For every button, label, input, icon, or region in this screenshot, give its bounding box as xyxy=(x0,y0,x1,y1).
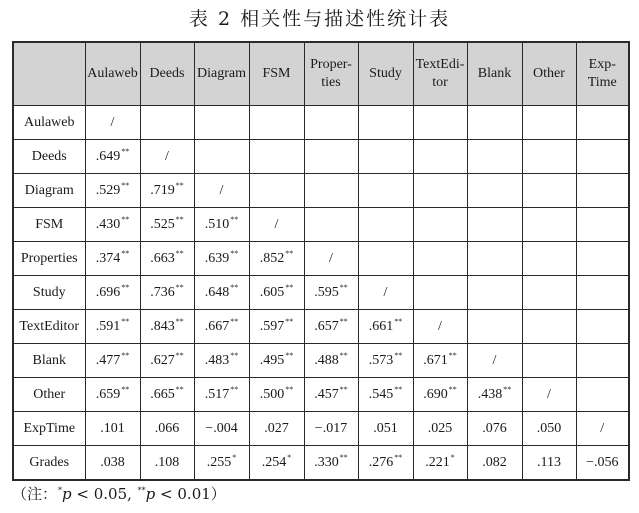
significance-mark: ** xyxy=(121,316,130,326)
table-cell xyxy=(194,140,249,174)
row-label: Deeds xyxy=(13,140,85,174)
cell-value: .665 xyxy=(150,386,175,402)
cell-value: .696 xyxy=(95,284,121,300)
table-cell xyxy=(249,276,304,310)
header-corner-cell xyxy=(13,42,85,106)
table-body xyxy=(13,106,629,481)
table-cell xyxy=(467,276,522,310)
cell-value: / xyxy=(547,386,551,402)
cell-value: .430 xyxy=(95,216,121,232)
cell-value: / xyxy=(438,318,442,334)
table-cell xyxy=(358,378,413,412)
table-cell xyxy=(467,310,522,344)
table-cell xyxy=(413,174,467,208)
column-header: Blank xyxy=(467,42,522,106)
table-cell xyxy=(140,106,194,140)
table-cell xyxy=(85,106,140,140)
table-cell xyxy=(249,412,304,446)
table-row xyxy=(13,106,629,140)
significance-mark: ** xyxy=(339,350,348,360)
table-cell xyxy=(140,310,194,344)
cell-value: .627 xyxy=(150,352,175,368)
table-cell xyxy=(358,242,413,276)
significance-mark: ** xyxy=(285,282,294,292)
significance-mark: ** xyxy=(230,282,239,292)
table-cell xyxy=(467,106,522,140)
table-cell xyxy=(413,344,467,378)
cell-value: .719 xyxy=(150,182,175,198)
table-cell xyxy=(304,276,358,310)
cell-value: / xyxy=(110,114,115,130)
table-cell xyxy=(467,174,522,208)
table-cell xyxy=(358,310,413,344)
table-cell xyxy=(249,446,304,481)
table-cell xyxy=(194,208,249,242)
row-label: TextEditor xyxy=(13,310,85,344)
table-cell xyxy=(304,208,358,242)
table-cell xyxy=(413,412,467,446)
cell-value: .066 xyxy=(154,420,180,436)
cell-value: / xyxy=(219,182,224,198)
cell-value: .529 xyxy=(95,182,121,198)
cell-value: .671 xyxy=(423,352,448,368)
significance-mark: ** xyxy=(121,180,130,190)
table-cell xyxy=(358,446,413,481)
table-cell xyxy=(522,446,576,481)
row-label: Blank xyxy=(13,344,85,378)
cell-value: / xyxy=(600,420,605,436)
row-label: Grades xyxy=(13,446,85,481)
significance-mark: ** xyxy=(339,316,348,326)
table-cell xyxy=(85,242,140,276)
cell-value: .661 xyxy=(368,318,394,334)
cell-value: .477 xyxy=(95,352,121,368)
table-caption: 表 2 相关性与描述性统计表 xyxy=(188,8,451,30)
table-cell xyxy=(467,140,522,174)
table-cell xyxy=(413,378,467,412)
cell-value: .025 xyxy=(427,420,453,436)
cell-value: .254 xyxy=(261,454,287,470)
significance-mark: * xyxy=(232,452,237,462)
note-threshold-2: < 0.01） xyxy=(155,485,226,503)
significance-mark: ** xyxy=(175,214,184,224)
table-cell xyxy=(413,446,467,481)
table-cell xyxy=(576,310,629,344)
table-row xyxy=(13,208,629,242)
significance-mark: ** xyxy=(285,248,294,258)
cell-value: .690 xyxy=(423,386,448,402)
table-row xyxy=(13,378,629,412)
significance-mark: ** xyxy=(121,214,130,224)
significance-mark: ** xyxy=(175,248,184,258)
significance-mark: ** xyxy=(448,350,457,360)
column-header: Study xyxy=(358,42,413,106)
table-cell xyxy=(467,242,522,276)
cell-value: .488 xyxy=(314,352,339,368)
table-cell xyxy=(304,174,358,208)
significance-mark: ** xyxy=(285,384,294,394)
cell-value: .438 xyxy=(477,386,503,402)
cell-value: / xyxy=(165,148,169,164)
table-cell xyxy=(576,276,629,310)
cell-value: .113 xyxy=(537,454,561,470)
significance-mark: ** xyxy=(285,350,294,360)
table-cell xyxy=(140,140,194,174)
correlation-table xyxy=(12,41,630,481)
column-header: Aulaweb xyxy=(85,42,140,106)
table-cell xyxy=(140,174,194,208)
table-cell xyxy=(304,310,358,344)
table-cell xyxy=(249,106,304,140)
cell-value: .649 xyxy=(95,148,121,164)
table-cell xyxy=(304,378,358,412)
cell-value: .082 xyxy=(482,454,507,470)
table-cell xyxy=(467,412,522,446)
cell-value: .843 xyxy=(150,318,175,334)
cell-value: .276 xyxy=(368,454,394,470)
significance-mark: ** xyxy=(503,384,512,394)
table-cell xyxy=(194,378,249,412)
table-cell xyxy=(304,446,358,481)
table-cell xyxy=(140,446,194,481)
table-row xyxy=(13,174,629,208)
table-cell xyxy=(576,174,629,208)
table-cell xyxy=(85,344,140,378)
cell-value: .659 xyxy=(95,386,121,402)
table-row xyxy=(13,242,629,276)
table-cell xyxy=(576,140,629,174)
table-cell xyxy=(358,276,413,310)
cell-value: .457 xyxy=(314,386,339,402)
cell-value: .597 xyxy=(259,318,285,334)
cell-value: / xyxy=(383,284,388,300)
significance-mark: ** xyxy=(121,146,130,156)
table-cell xyxy=(522,174,576,208)
row-label: FSM xyxy=(13,208,85,242)
table-cell xyxy=(140,276,194,310)
table-cell xyxy=(85,378,140,412)
cell-value: / xyxy=(274,216,279,232)
cell-value: .038 xyxy=(100,454,125,470)
significance-mark: ** xyxy=(175,282,184,292)
table-cell xyxy=(467,344,522,378)
table-cell xyxy=(140,242,194,276)
cell-value: −.056 xyxy=(586,454,619,470)
cell-value: .221 xyxy=(425,454,450,470)
row-label: Aulaweb xyxy=(13,106,85,140)
column-header: FSM xyxy=(249,42,304,106)
table-cell xyxy=(85,140,140,174)
significance-mark: ** xyxy=(230,350,239,360)
table-row xyxy=(13,310,629,344)
cell-value: .736 xyxy=(150,284,175,300)
table-cell xyxy=(85,310,140,344)
table-cell xyxy=(304,344,358,378)
table-cell xyxy=(194,106,249,140)
table-row xyxy=(13,140,629,174)
cell-value: .663 xyxy=(150,250,175,266)
table-cell xyxy=(358,174,413,208)
table-cell xyxy=(576,446,629,481)
cell-value: .667 xyxy=(204,318,230,334)
row-label: Other xyxy=(13,378,85,412)
significance-mark: ** xyxy=(230,384,239,394)
cell-value: .374 xyxy=(95,250,121,266)
table-cell xyxy=(413,208,467,242)
table-cell xyxy=(194,344,249,378)
table-cell xyxy=(358,344,413,378)
cell-value: .639 xyxy=(204,250,230,266)
cell-value: .027 xyxy=(264,420,289,436)
cell-value: .545 xyxy=(368,386,394,402)
header-row xyxy=(13,42,629,106)
table-cell xyxy=(304,412,358,446)
table-footnote xyxy=(12,483,226,504)
column-header: Diagram xyxy=(194,42,249,106)
significance-mark: ** xyxy=(175,384,184,394)
table-cell xyxy=(358,208,413,242)
cell-value: .330 xyxy=(314,454,339,470)
significance-mark: ** xyxy=(339,282,348,292)
table-cell xyxy=(140,208,194,242)
cell-value: / xyxy=(329,250,333,266)
table-cell xyxy=(358,140,413,174)
table-cell xyxy=(467,208,522,242)
significance-mark: ** xyxy=(394,384,403,394)
cell-value: .108 xyxy=(154,454,180,470)
cell-value: .500 xyxy=(259,386,285,402)
note-threshold-1: < 0.05, xyxy=(71,485,137,503)
table-cell xyxy=(249,174,304,208)
cell-value: .483 xyxy=(204,352,230,368)
table-cell xyxy=(467,446,522,481)
table-cell xyxy=(522,276,576,310)
table-cell xyxy=(576,344,629,378)
column-header: Deeds xyxy=(140,42,194,106)
cell-value: .595 xyxy=(314,284,339,300)
table-cell xyxy=(85,208,140,242)
table-cell xyxy=(249,208,304,242)
table-cell xyxy=(576,378,629,412)
row-label: Study xyxy=(13,276,85,310)
significance-mark: ** xyxy=(121,350,130,360)
cell-value: .495 xyxy=(259,352,285,368)
cell-value: .051 xyxy=(373,420,398,436)
table-cell xyxy=(140,378,194,412)
significance-mark: ** xyxy=(121,282,130,292)
table-cell xyxy=(140,412,194,446)
significance-mark: ** xyxy=(230,214,239,224)
note-prefix: （注： xyxy=(12,485,58,503)
table-cell xyxy=(249,140,304,174)
significance-mark: ** xyxy=(121,248,130,258)
table-cell xyxy=(194,242,249,276)
column-header: Other xyxy=(522,42,576,106)
significance-mark: ** xyxy=(175,180,184,190)
table-cell xyxy=(85,446,140,481)
table-cell xyxy=(85,174,140,208)
table-cell xyxy=(249,242,304,276)
significance-mark: ** xyxy=(230,248,239,258)
table-cell xyxy=(522,412,576,446)
significance-mark: ** xyxy=(339,384,348,394)
significance-mark: * xyxy=(287,452,292,462)
table-cell xyxy=(194,276,249,310)
table-cell xyxy=(194,412,249,446)
column-header: Exp- Time xyxy=(576,42,629,106)
note-p2: p xyxy=(145,485,156,503)
table-cell xyxy=(304,140,358,174)
table-cell xyxy=(522,140,576,174)
table-cell xyxy=(194,174,249,208)
significance-mark: ** xyxy=(285,316,294,326)
significance-mark: ** xyxy=(394,452,403,462)
significance-mark: ** xyxy=(121,384,130,394)
table-cell xyxy=(522,208,576,242)
table-cell xyxy=(249,344,304,378)
cell-value: .510 xyxy=(204,216,230,232)
column-header: TextEdi- tor xyxy=(413,42,467,106)
cell-value: .101 xyxy=(100,420,125,436)
note-p1: p xyxy=(62,485,72,503)
table-cell xyxy=(413,140,467,174)
table-cell xyxy=(85,276,140,310)
cell-value: .050 xyxy=(536,420,562,436)
table-cell xyxy=(467,378,522,412)
table-cell xyxy=(413,106,467,140)
significance-mark: ** xyxy=(448,384,457,394)
table-cell xyxy=(522,106,576,140)
table-row xyxy=(13,344,629,378)
table-cell xyxy=(140,344,194,378)
cell-value: −.004 xyxy=(205,420,238,436)
table-cell xyxy=(522,310,576,344)
significance-mark: ** xyxy=(394,350,403,360)
table-cell xyxy=(576,242,629,276)
table-cell xyxy=(413,276,467,310)
column-header: Proper- ties xyxy=(304,42,358,106)
significance-mark: ** xyxy=(394,316,403,326)
table-cell xyxy=(194,310,249,344)
cell-value: .605 xyxy=(259,284,285,300)
table-cell xyxy=(85,412,140,446)
table-cell xyxy=(522,242,576,276)
significance-mark: * xyxy=(450,452,455,462)
table-cell xyxy=(249,378,304,412)
significance-mark: ** xyxy=(175,350,184,360)
row-label: Diagram xyxy=(13,174,85,208)
table-cell xyxy=(413,310,467,344)
note-mark-single: * xyxy=(58,486,63,495)
cell-value: −.017 xyxy=(314,420,348,436)
table-cell xyxy=(358,412,413,446)
table-cell xyxy=(304,106,358,140)
cell-value: .657 xyxy=(314,318,339,334)
table-row xyxy=(13,446,629,481)
cell-value: .517 xyxy=(204,386,230,402)
row-label: Properties xyxy=(13,242,85,276)
table-cell xyxy=(358,106,413,140)
cell-value: .573 xyxy=(368,352,394,368)
cell-value: / xyxy=(492,352,497,368)
significance-mark: ** xyxy=(339,452,348,462)
table-cell xyxy=(522,344,576,378)
significance-mark: ** xyxy=(175,316,184,326)
cell-value: .648 xyxy=(204,284,230,300)
table-row xyxy=(13,276,629,310)
row-label: ExpTime xyxy=(13,412,85,446)
cell-value: .255 xyxy=(206,454,232,470)
table-cell xyxy=(194,446,249,481)
note-mark-double: ** xyxy=(137,486,146,495)
table-cell xyxy=(576,208,629,242)
table-cell xyxy=(576,106,629,140)
table-cell xyxy=(249,310,304,344)
cell-value: .591 xyxy=(95,318,121,334)
table-row xyxy=(13,412,629,446)
table-cell xyxy=(413,242,467,276)
cell-value: .525 xyxy=(150,216,175,232)
significance-mark: ** xyxy=(230,316,239,326)
table-cell xyxy=(304,242,358,276)
cell-value: .852 xyxy=(259,250,285,266)
cell-value: .076 xyxy=(482,420,507,436)
table-cell xyxy=(576,412,629,446)
table-cell xyxy=(522,378,576,412)
